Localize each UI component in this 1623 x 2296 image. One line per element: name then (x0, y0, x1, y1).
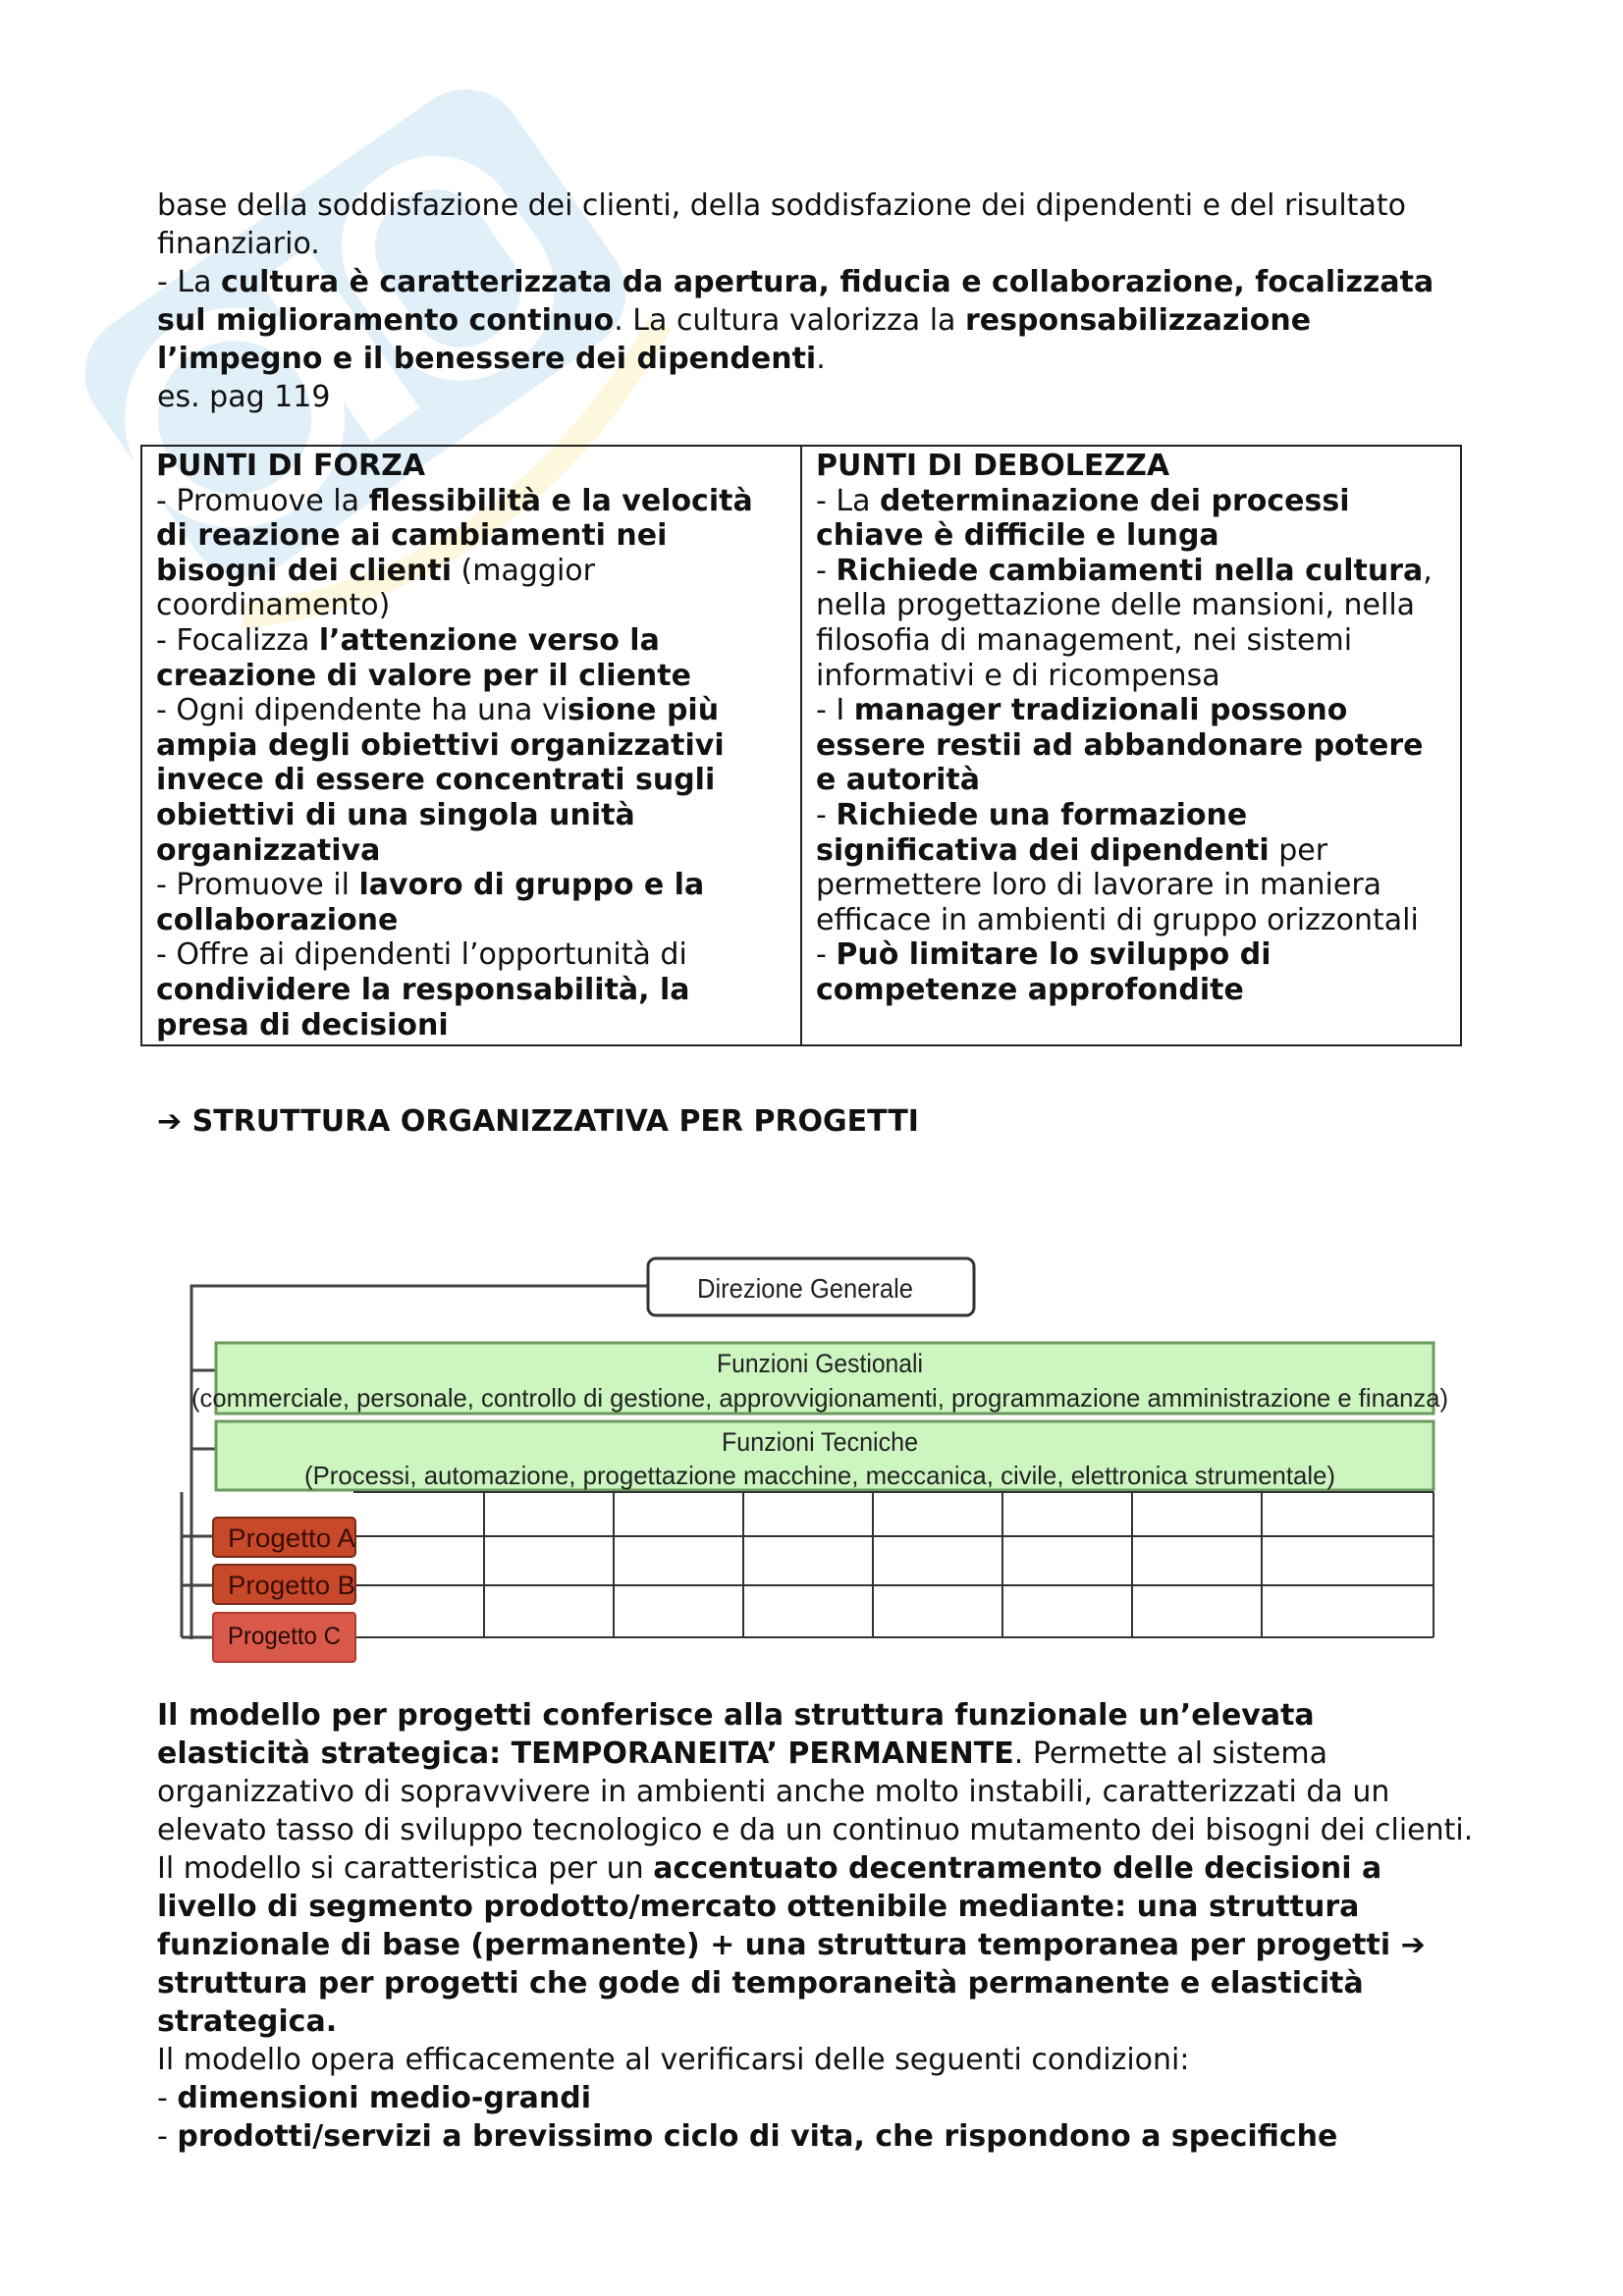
progetto-a-label: Progetto A (228, 1523, 355, 1553)
strength-item: - Promuove il lavoro di gruppo e la collaborazione (156, 868, 705, 937)
weaknesses-cell (801, 446, 1461, 1045)
funzioni-tecniche-title: Funzioni Tecniche (722, 1427, 918, 1457)
progetto-b-label: Progetto B (228, 1571, 355, 1600)
strength-item: - Promuove la flessibilità e la velocità di reazione ai cambiamenti nei bisogni dei clienti (maggior coordinamento) (156, 483, 753, 623)
strength-item: - Focalizza l’attenzione verso la creazione di valore per il cliente (156, 622, 691, 693)
funzioni-gestionali-subtitle: (commerciale, personale, controllo di gestione, approvvigionamenti, programmazione amministrazione e finanza) (191, 1383, 1448, 1413)
example-reference: es. pag 119 (157, 380, 331, 414)
conditions-intro: Il modello opera efficacemente al verificarsi delle seguenti condizioni: (157, 2043, 1190, 2077)
strength-item: - Offre ai dipendenti l’opportunità di condividere la responsabilità, la presa di decisioni (156, 937, 690, 1042)
intro-line: base della soddisfazione dei clienti, della soddisfazione dei dipendenti e del risultato finanziario. (157, 188, 1406, 261)
matrix-grid (353, 1492, 1434, 1637)
condition-item: - dimensioni medio-grandi (157, 2081, 591, 2115)
arrow-icon: ➔ (157, 1104, 183, 1139)
weakness-item: - Richiede cambiamenti nella cultura, nella progettazione delle mansioni, nella filosofia di management, nei sistemi informativi e di ricompensa (816, 553, 1433, 693)
project-model-paragraph: Il modello per progetti conferisce alla struttura funzionale un’elevata elasticità strategica: TEMPORANEITA’ PERMANENTE. Permette al sistema organizzativo di sopravvivere in ambienti anche molto instabili, caratterizzati da un elevato tasso di sviluppo tecnologico e da un continuo mutamento dei bisogni dei clienti. Il modello si caratteristica per un accentuato decentramento delle decisioni a livello di segmento prodotto/mercato ottenibile mediante: una struttura funzionale di base (permanente) + una struttura temporanea per progetti ➔ struttura per progetti che gode di temporaneità permanente e elasticità strategica. (157, 1698, 1474, 2039)
weakness-item: - Richiede una formazione significativa dei dipendenti per permettere loro di lavorare in maniera efficace in ambienti di gruppo orizzontali (816, 797, 1419, 937)
direzione-generale-label: Direzione Generale (697, 1273, 913, 1304)
strength-item: - Ogni dipendente ha una visione più ampia degli obiettivi organizzativi invece di essere concentrati sugli obiettivi di una singola unità organizzativa (156, 693, 725, 868)
strengths-title: PUNTI DI FORZA (156, 449, 426, 483)
weaknesses-title: PUNTI DI DEBOLEZZA (816, 449, 1170, 483)
intro-block (157, 187, 1478, 416)
strengths-weaknesses-table (140, 445, 1462, 1046)
arrow-icon: ➔ (1400, 1928, 1426, 1962)
body-text (157, 1696, 1478, 2156)
org-chart-diagram (167, 1247, 1463, 1675)
strengths-cell (141, 446, 801, 1045)
weakness-item: - La determinazione dei processi chiave è difficile e lunga (816, 483, 1350, 554)
funzioni-tecniche-subtitle: (Processi, automazione, progettazione macchine, meccanica, civile, elettronica strumentale) (304, 1461, 1335, 1490)
weakness-item: - I manager tradizionali possono essere restii ad abbandonare potere e autorità (816, 693, 1424, 798)
section-heading: ➔ STRUTTURA ORGANIZZATIVA PER PROGETTI (157, 1104, 919, 1139)
condition-item: - prodotti/servizi a brevissimo ciclo di vita, che rispondono a specifiche (157, 2119, 1338, 2154)
progetto-c-label: Progetto C (228, 1623, 341, 1650)
weakness-item: - Può limitare lo sviluppo di competenze approfondite (816, 937, 1271, 1007)
culture-line: - La cultura è caratterizzata da apertura, fiducia e collaborazione, focalizzata sul miglioramento continuo. La cultura valorizza la responsabilizzazione l’impegno e il benessere dei dipendenti. (157, 265, 1434, 376)
funzioni-gestionali-title: Funzioni Gestionali (717, 1349, 923, 1378)
